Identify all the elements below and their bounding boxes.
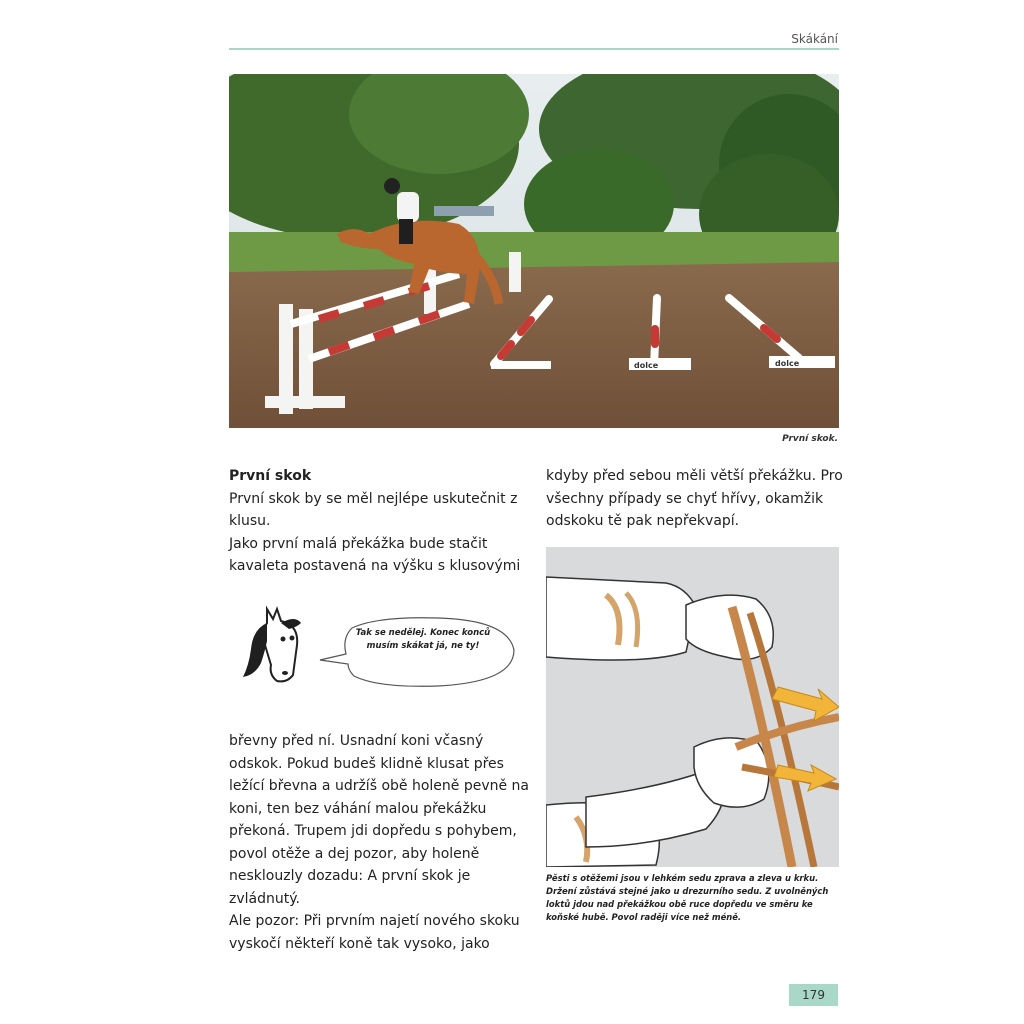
- page-number: 179: [789, 984, 838, 1006]
- pole-label-2: dolce: [775, 359, 800, 368]
- left-column-bottom: [229, 730, 529, 955]
- header-rule: [229, 48, 839, 50]
- right-column: [546, 465, 846, 533]
- photo-caption: První skok.: [782, 434, 838, 444]
- hands-reins-illustration: [546, 547, 839, 867]
- illustration-caption: Pěsti s otěžemi jsou v lehkém sedu zprava a zleva u krku. Držení zůstává stejné jako u drezurního sedu. Z uvolněných loktů jdou nad překážkou obě ruce dopředu ve směru ke koňské hubě. Povol raději více než méně.: [546, 873, 829, 922]
- jump-photo: [229, 74, 839, 428]
- paragraph-5: kdyby před sebou měli větší překážku. Pro všechny případy se chyť hřívy, okamžik odskoku tě pak nepřekvapí.: [546, 468, 843, 529]
- paragraph-2: Jako první malá překážka bude stačit kavaleta postavená na výšku s klusovými: [229, 535, 521, 574]
- paragraph-3: břevny před ní. Usnadní koni včasný odskok. Pokud budeš klidně klusat přes ležící břevna a udržíš obě holeně pevně na koni, ten bez váhání malou překážku překoná. Trupem jdi dopředu s pohybem, povol otěže a dej pozor, aby holeně nesklouzly dozadu: A první skok je zvládnutý.: [229, 733, 530, 907]
- pole-label-1: dolce: [634, 361, 659, 370]
- speech-bubble-text: Tak se nedělej. Konec konců musím skákat já, ne ty!: [355, 628, 491, 651]
- paragraph-1: První skok by se měl nejlépe uskutečnit z klusu.: [229, 490, 518, 529]
- horse-head-icon: [237, 605, 309, 687]
- left-column-top: [229, 465, 529, 578]
- paragraph-4: Ale pozor: Při prvním najetí nového skoku vyskočí někteří koně tak vysoko, jako: [229, 913, 520, 952]
- section-title: První skok: [229, 468, 312, 484]
- section-header: Skákání: [791, 32, 838, 46]
